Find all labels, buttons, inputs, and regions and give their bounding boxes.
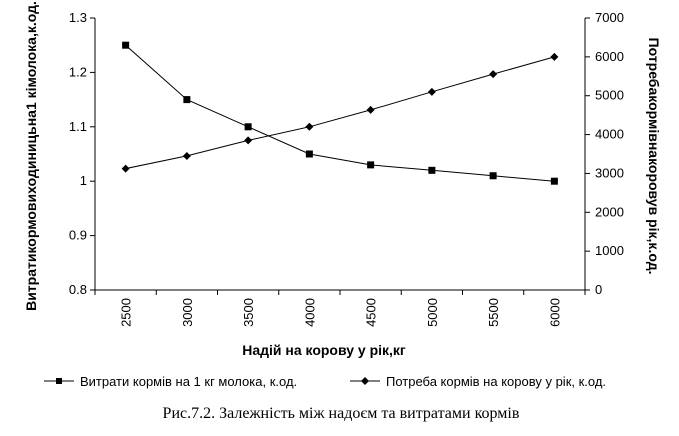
axes	[90, 18, 590, 295]
legend-diamond-marker	[361, 377, 369, 385]
legend-square-marker	[56, 378, 62, 384]
x-tick-label: 5000	[424, 298, 440, 327]
data-point-feed-cost	[245, 123, 252, 130]
data-point-feed-cost	[551, 178, 558, 185]
data-point-feed-need	[489, 70, 497, 78]
tick-labels	[69, 10, 624, 327]
series-line-feed-cost	[126, 45, 555, 181]
legend-label-feed-cost: Витрати кормів на 1 кг молока, к.од.	[80, 374, 298, 389]
x-tick-label: 3000	[179, 298, 195, 327]
y-left-axis-title: Витратикормовиходиницьна1 кімолока,к.од.	[23, 1, 39, 311]
series-layer	[122, 42, 559, 185]
data-point-feed-cost	[428, 167, 435, 174]
data-point-feed-cost	[490, 172, 497, 179]
data-point-feed-cost	[122, 42, 129, 49]
x-tick-label: 6000	[547, 298, 563, 327]
data-point-feed-need	[305, 123, 313, 131]
data-point-feed-cost	[183, 96, 190, 103]
data-point-feed-cost	[367, 161, 374, 168]
x-tick-label: 4000	[302, 298, 318, 327]
y-left-tick-label: 1.3	[68, 10, 87, 25]
y-left-tick-label: 1.2	[68, 64, 87, 80]
data-point-feed-need	[122, 165, 130, 173]
y-left-tick-label: 1	[79, 173, 87, 189]
y-right-tick-label: 6000	[595, 48, 624, 64]
x-tick-label: 3500	[241, 298, 257, 327]
y-left-tick-label: 1.1	[68, 118, 87, 134]
x-tick-label: 4500	[363, 298, 379, 327]
legend-item-feed-cost	[44, 374, 297, 389]
legend-item-feed-need	[350, 374, 606, 389]
y-right-tick-label: 3000	[595, 165, 624, 181]
y-right-tick-label: 7000	[595, 10, 624, 25]
y-left-tick-label: 0.9	[68, 227, 87, 243]
y-right-tick-label: 0	[595, 282, 603, 297]
data-point-feed-need	[550, 53, 558, 61]
x-tick-label: 2500	[118, 298, 134, 327]
legend	[44, 374, 606, 389]
x-axis-title: Надій на корову у рік,кг	[242, 342, 406, 358]
legend-label-feed-need: Потреба кормів на корову у рік, к.од.	[386, 374, 607, 389]
y-right-tick-label: 1000	[595, 243, 624, 259]
data-point-feed-need	[183, 152, 191, 160]
figure-caption: Рис.7.2. Залежність між надоєм та витратами кормів	[162, 405, 520, 422]
data-point-feed-cost	[306, 151, 313, 158]
y-left-tick-label: 0.8	[68, 282, 87, 297]
y-right-axis-title: Потребакормівнакоровув рік,к.од.	[646, 37, 662, 275]
y-right-tick-label: 4000	[595, 126, 624, 142]
x-tick-label: 5500	[486, 298, 502, 327]
data-point-feed-need	[367, 106, 375, 114]
data-point-feed-need	[428, 88, 436, 96]
y-right-tick-label: 5000	[595, 87, 624, 103]
data-point-feed-need	[244, 136, 252, 144]
y-right-tick-label: 2000	[595, 204, 624, 220]
